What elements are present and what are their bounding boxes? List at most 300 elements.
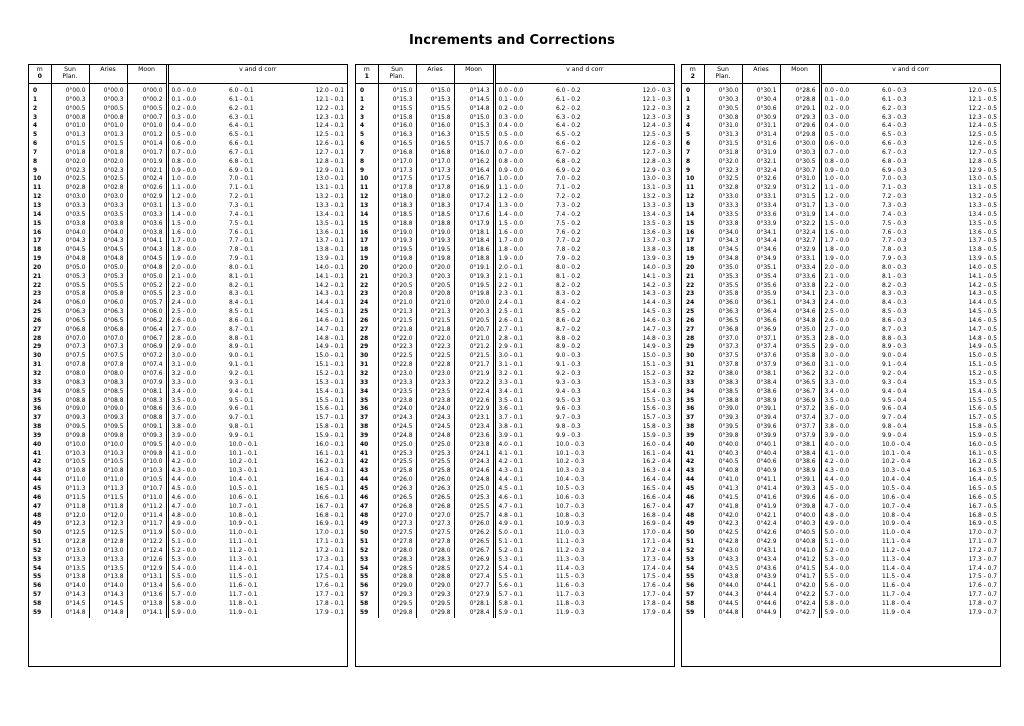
- moon-increment-cell: 0°16.4: [454, 167, 494, 176]
- moon-increment-cell: 0°36.2: [780, 370, 820, 379]
- aries-increment-cell: 0°11.3: [89, 485, 127, 494]
- seconds-cell: 25: [682, 308, 704, 317]
- aries-increment-cell: 0°26.5: [416, 494, 454, 503]
- sun-increment-cell: 0°31.3: [704, 131, 742, 140]
- seconds-cell: 10: [356, 175, 378, 184]
- seconds-cell: 21: [356, 273, 378, 282]
- v-d-correction-cell: 14.1 - 0.3: [642, 273, 671, 280]
- sun-increment-cell: 0°10.5: [51, 458, 89, 467]
- v-d-correction-cell: 11.5 - 0.1: [229, 574, 258, 581]
- seconds-cell: 34: [682, 388, 704, 397]
- moon-increment-cell: 0°28.1: [454, 600, 494, 609]
- v-d-correction-cell: 16.7 - 0.1: [315, 503, 344, 510]
- v-d-correction-cell: 10.7 - 0.1: [229, 503, 258, 510]
- v-d-correction-cell: 0.0 - 0.0: [498, 88, 524, 94]
- moon-increment-cell: 0°15.0: [454, 114, 494, 123]
- seconds-cell: 4: [356, 122, 378, 131]
- moon-increment-cell: 0°11.0: [127, 494, 167, 503]
- moon-increment-cell: 0°32.7: [780, 237, 820, 246]
- v-d-correction-cell: 1.6 - 0.0: [824, 229, 850, 236]
- v-d-correction-cell: 13.1 - 0.5: [968, 185, 997, 192]
- aries-increment-cell: 0°00.3: [89, 96, 127, 105]
- table-row: [29, 96, 347, 105]
- aries-increment-cell: 0°13.8: [89, 573, 127, 582]
- moon-increment-cell: 0°16.9: [454, 184, 494, 193]
- v-d-correction-cell: 17.2 - 0.1: [315, 547, 344, 554]
- sun-increment-cell: 0°35.0: [704, 264, 742, 273]
- v-d-correction-cell: 14.8 - 0.3: [642, 335, 671, 342]
- v-d-correction-cell: 3.1 - 0.0: [171, 362, 197, 369]
- moon-increment-cell: 0°31.0: [780, 175, 820, 184]
- v-d-correction-cell: 5.7 - 0.1: [498, 592, 524, 599]
- v-d-correction-cell: 10.8 - 0.4: [882, 512, 911, 519]
- v-d-correction-cell: 14.2 - 0.1: [315, 282, 344, 289]
- moon-increment-cell: 0°19.8: [454, 290, 494, 299]
- sun-increment-cell: 0°44.0: [704, 582, 742, 591]
- table-row: [29, 202, 347, 211]
- seconds-cell: 16: [356, 229, 378, 238]
- sun-increment-cell: 0°30.8: [704, 114, 742, 123]
- seconds-cell: 41: [29, 450, 51, 459]
- seconds-cell: 46: [356, 494, 378, 503]
- v-d-correction-cell: 16.8 - 0.4: [642, 512, 671, 519]
- v-d-correction-cell: 6.3 - 0.3: [882, 114, 907, 121]
- v-d-correction-cell: 15.9 - 0.3: [642, 432, 671, 439]
- column-header-sun: Sun Plan.: [51, 65, 89, 84]
- moon-increment-cell: 0°10.7: [127, 485, 167, 494]
- v-d-correction-cell: 11.6 - 0.1: [229, 583, 258, 590]
- sun-increment-cell: 0°10.0: [51, 441, 89, 450]
- v-d-correction-cell: 1.9 - 0.0: [498, 256, 524, 263]
- aries-increment-cell: 0°36.4: [742, 308, 780, 317]
- aries-increment-cell: 0°01.0: [89, 122, 127, 131]
- sun-increment-cell: 0°13.5: [51, 565, 89, 574]
- sun-increment-cell: 0°33.0: [704, 193, 742, 202]
- seconds-cell: 51: [682, 538, 704, 547]
- v-d-correction-cell: 9.3 - 0.1: [229, 379, 254, 386]
- moon-increment-cell: 0°07.2: [127, 352, 167, 361]
- sun-increment-cell: 0°03.3: [51, 202, 89, 211]
- seconds-cell: 11: [29, 184, 51, 193]
- v-d-correction-cell: 5.4 - 0.0: [824, 565, 850, 572]
- sun-increment-cell: 0°32.0: [704, 158, 742, 167]
- seconds-cell: 35: [356, 397, 378, 406]
- seconds-cell: 39: [29, 432, 51, 441]
- v-d-correction-cell: 12.9 - 0.5: [968, 167, 997, 174]
- table-row: [356, 565, 674, 574]
- seconds-cell: 4: [29, 122, 51, 131]
- v-d-correction-cell: 9.2 - 0.1: [229, 371, 254, 377]
- seconds-cell: 9: [29, 167, 51, 176]
- moon-increment-cell: 0°11.9: [127, 529, 167, 538]
- v-d-correction-cell: 3.4 - 0.1: [498, 388, 524, 395]
- aries-increment-cell: 0°21.8: [416, 326, 454, 335]
- table-row: [682, 193, 1000, 202]
- v-d-correction-cell: 15.9 - 0.1: [315, 432, 344, 439]
- v-d-correction-cell: 10.9 - 0.1: [229, 521, 258, 528]
- table-row: [356, 458, 674, 467]
- moon-increment-cell: 0°42.2: [780, 591, 820, 600]
- aries-increment-cell: 0°33.4: [742, 202, 780, 211]
- v-d-correction-cell: 6.2 - 0.2: [556, 105, 581, 112]
- aries-increment-cell: 0°38.6: [742, 388, 780, 397]
- v-d-correction-cell: 5.8 - 0.1: [498, 600, 524, 607]
- v-d-correction-cell: 5.6 - 0.1: [498, 583, 524, 590]
- seconds-cell: 23: [682, 290, 704, 299]
- sun-increment-cell: 0°15.3: [378, 96, 416, 105]
- v-d-correction-cell: 7.5 - 0.2: [556, 220, 581, 227]
- seconds-cell: 10: [682, 175, 704, 184]
- sun-increment-cell: 0°26.8: [378, 503, 416, 512]
- aries-increment-cell: 0°15.3: [416, 96, 454, 105]
- sun-increment-cell: 0°29.8: [378, 609, 416, 618]
- sun-increment-cell: 0°26.0: [378, 476, 416, 485]
- table-row: [29, 397, 347, 406]
- seconds-cell: 28: [29, 335, 51, 344]
- v-d-correction-cell: 13.8 - 0.1: [315, 247, 344, 254]
- sun-increment-cell: 0°02.0: [51, 158, 89, 167]
- sun-increment-cell: 0°31.5: [704, 140, 742, 149]
- v-d-correction-cell: 5.4 - 0.1: [498, 565, 524, 572]
- seconds-cell: 42: [356, 458, 378, 467]
- v-d-correction-cell: 16.1 - 0.5: [968, 450, 997, 457]
- v-d-correction-cell: 6.6 - 0.3: [882, 141, 907, 148]
- v-d-correction-cell: 10.6 - 0.3: [556, 494, 585, 501]
- aries-increment-cell: 0°11.5: [89, 494, 127, 503]
- v-d-correction-cell: 1.0 - 0.0: [171, 176, 197, 183]
- table-row: [682, 140, 1000, 149]
- v-d-correction-cell: 16.4 - 0.1: [315, 477, 344, 484]
- v-d-correction-cell: 7.3 - 0.2: [556, 202, 581, 209]
- seconds-cell: 7: [682, 149, 704, 158]
- aries-increment-cell: 0°25.8: [416, 467, 454, 476]
- seconds-cell: 8: [682, 158, 704, 167]
- seconds-cell: 29: [356, 343, 378, 352]
- v-d-correction-cell: 4.2 - 0.0: [824, 459, 850, 466]
- seconds-cell: 50: [682, 529, 704, 538]
- seconds-cell: 30: [356, 352, 378, 361]
- seconds-cell: 26: [29, 317, 51, 326]
- aries-increment-cell: 0°08.3: [89, 379, 127, 388]
- aries-increment-cell: 0°28.0: [416, 547, 454, 556]
- sun-increment-cell: 0°12.8: [51, 538, 89, 547]
- v-d-correction-cell: 15.3 - 0.1: [315, 379, 344, 386]
- sun-increment-cell: 0°17.5: [378, 175, 416, 184]
- v-d-correction-cell: 6.6 - 0.2: [556, 141, 581, 148]
- seconds-cell: 33: [356, 379, 378, 388]
- sun-increment-cell: 0°43.8: [704, 573, 742, 582]
- table-row: [29, 600, 347, 609]
- moon-increment-cell: 0°18.6: [454, 246, 494, 255]
- aries-increment-cell: 0°22.5: [416, 352, 454, 361]
- v-d-correction-cell: 13.9 - 0.5: [968, 256, 997, 263]
- v-d-correction-cell: 12.9 - 0.3: [642, 167, 671, 174]
- table-row: [682, 494, 1000, 503]
- seconds-cell: 17: [356, 237, 378, 246]
- aries-increment-cell: 0°30.6: [742, 105, 780, 114]
- table-row: [682, 582, 1000, 591]
- seconds-cell: 30: [682, 352, 704, 361]
- v-d-correction-cell: 12.8 - 0.5: [968, 158, 997, 165]
- v-d-correction-cell: 8.7 - 0.1: [229, 326, 254, 333]
- v-d-correction-cell: 8.7 - 0.3: [882, 326, 907, 333]
- seconds-cell: 15: [356, 220, 378, 229]
- sun-increment-cell: 0°33.8: [704, 220, 742, 229]
- v-d-correction-cell: 9.5 - 0.3: [556, 397, 581, 404]
- v-d-correction-cell: 7.3 - 0.3: [882, 202, 907, 209]
- seconds-cell: 19: [29, 255, 51, 264]
- seconds-cell: 53: [356, 556, 378, 565]
- aries-increment-cell: 0°24.0: [416, 405, 454, 414]
- moon-increment-cell: 0°17.9: [454, 220, 494, 229]
- moon-increment-cell: 0°35.0: [780, 326, 820, 335]
- table-row: [356, 600, 674, 609]
- table-row: [356, 167, 674, 176]
- moon-increment-cell: 0°16.0: [454, 149, 494, 158]
- v-d-correction-cell: 16.8 - 0.5: [968, 512, 997, 519]
- v-d-correction-cell: 14.3 - 0.3: [642, 291, 671, 298]
- seconds-cell: 27: [29, 326, 51, 335]
- aries-increment-cell: 0°17.3: [416, 167, 454, 176]
- v-d-correction-cell: 4.3 - 0.0: [824, 468, 850, 475]
- seconds-cell: 6: [29, 140, 51, 149]
- v-d-correction-cell: 13.3 - 0.1: [315, 202, 344, 209]
- v-d-correction-cell: 7.4 - 0.3: [882, 211, 907, 218]
- aries-increment-cell: 0°15.5: [416, 105, 454, 114]
- aries-increment-cell: 0°04.8: [89, 255, 127, 264]
- v-d-correction-cell: 10.3 - 0.3: [556, 468, 585, 475]
- aries-increment-cell: 0°18.3: [416, 202, 454, 211]
- aries-increment-cell: 0°11.8: [89, 503, 127, 512]
- seconds-cell: 40: [356, 441, 378, 450]
- v-d-correction-cell: 8.2 - 0.2: [556, 282, 581, 289]
- table-row: [356, 405, 674, 414]
- sun-increment-cell: 0°21.3: [378, 308, 416, 317]
- v-d-correction-cell: 11.0 - 0.4: [882, 530, 911, 537]
- v-d-correction-cell: 11.8 - 0.1: [229, 600, 258, 607]
- sun-increment-cell: 0°06.0: [51, 299, 89, 308]
- moon-increment-cell: 0°36.5: [780, 379, 820, 388]
- sun-increment-cell: 0°14.3: [51, 591, 89, 600]
- sun-increment-cell: 0°10.8: [51, 467, 89, 476]
- seconds-cell: 35: [682, 397, 704, 406]
- moon-increment-cell: 0°23.4: [454, 423, 494, 432]
- moon-increment-cell: 0°32.4: [780, 229, 820, 238]
- aries-increment-cell: 0°05.8: [89, 290, 127, 299]
- seconds-cell: 52: [682, 547, 704, 556]
- moon-increment-cell: 0°28.6: [780, 84, 820, 96]
- v-d-correction-cell: 15.0 - 0.1: [315, 353, 344, 360]
- moon-increment-cell: 0°10.0: [127, 458, 167, 467]
- sun-increment-cell: 0°44.8: [704, 609, 742, 618]
- table-row: [356, 282, 674, 291]
- moon-increment-cell: 0°42.7: [780, 609, 820, 618]
- moon-increment-cell: 0°04.5: [127, 255, 167, 264]
- seconds-cell: 55: [682, 573, 704, 582]
- v-d-correction-cell: 3.8 - 0.1: [498, 424, 524, 431]
- v-d-correction-cell: 5.3 - 0.1: [498, 556, 524, 563]
- sun-increment-cell: 0°42.5: [704, 529, 742, 538]
- table-row: [356, 335, 674, 344]
- v-d-correction-cell: 0.1 - 0.0: [171, 96, 197, 103]
- sun-increment-cell: 0°24.0: [378, 405, 416, 414]
- sun-increment-cell: 0°40.8: [704, 467, 742, 476]
- v-d-correction-cell: 0.7 - 0.0: [498, 149, 524, 156]
- seconds-cell: 11: [682, 184, 704, 193]
- seconds-cell: 8: [356, 158, 378, 167]
- v-d-correction-cell: 0.5 - 0.0: [498, 132, 524, 139]
- v-d-correction-cell: 15.6 - 0.3: [642, 406, 671, 413]
- v-d-correction-cell: 16.4 - 0.4: [642, 477, 671, 484]
- moon-increment-cell: 0°22.4: [454, 388, 494, 397]
- table-row: [682, 122, 1000, 131]
- v-d-correction-cell: 3.9 - 0.1: [498, 432, 524, 439]
- sun-increment-cell: 0°39.8: [704, 432, 742, 441]
- v-d-correction-cell: 2.7 - 0.1: [498, 326, 524, 333]
- v-d-correction-cell: 6.9 - 0.1: [229, 167, 254, 174]
- v-d-correction-cell: 7.4 - 0.2: [556, 211, 581, 218]
- seconds-cell: 58: [29, 600, 51, 609]
- aries-increment-cell: 0°27.0: [416, 512, 454, 521]
- v-d-correction-cell: 2.5 - 0.0: [824, 309, 850, 316]
- sun-increment-cell: 0°28.3: [378, 556, 416, 565]
- aries-increment-cell: 0°04.3: [89, 237, 127, 246]
- v-d-correction-cell: 7.2 - 0.3: [882, 194, 907, 201]
- v-d-correction-cell: 1.8 - 0.0: [824, 247, 850, 254]
- v-d-correction-cell: 13.6 - 0.5: [968, 229, 997, 236]
- sun-increment-cell: 0°16.3: [378, 131, 416, 140]
- table-row: [29, 175, 347, 184]
- aries-increment-cell: 0°33.6: [742, 211, 780, 220]
- seconds-cell: 31: [29, 361, 51, 370]
- v-d-correction-cell: 1.8 - 0.0: [171, 247, 197, 254]
- aries-increment-cell: 0°06.5: [89, 317, 127, 326]
- v-d-correction-cell: 4.3 - 0.1: [498, 468, 524, 475]
- seconds-cell: 16: [682, 229, 704, 238]
- moon-increment-cell: 0°27.9: [454, 591, 494, 600]
- sun-increment-cell: 0°30.5: [704, 105, 742, 114]
- v-d-correction-cell: 3.2 - 0.0: [824, 371, 850, 377]
- aries-increment-cell: 0°20.5: [416, 282, 454, 291]
- v-d-correction-cell: 5.6 - 0.0: [824, 583, 850, 590]
- v-d-correction-cell: 4.6 - 0.0: [171, 494, 197, 501]
- v-d-correction-cell: 13.0 - 0.3: [642, 176, 671, 183]
- v-d-correction-cell: 16.1 - 0.4: [642, 450, 671, 457]
- v-d-correction-cell: 13.9 - 0.1: [315, 256, 344, 263]
- seconds-cell: 0: [356, 84, 378, 96]
- v-d-correction-cell: 8.5 - 0.1: [229, 309, 254, 316]
- seconds-cell: 14: [682, 211, 704, 220]
- moon-increment-cell: 0°33.6: [780, 273, 820, 282]
- moon-increment-cell: 0°00.2: [127, 96, 167, 105]
- v-d-correction-cell: 3.4 - 0.0: [171, 388, 197, 395]
- moon-increment-cell: 0°12.9: [127, 565, 167, 574]
- v-d-correction-cell: 16.2 - 0.4: [642, 459, 671, 466]
- v-d-correction-cell: 0.0 - 0.0: [171, 88, 197, 94]
- sun-increment-cell: 0°00.3: [51, 96, 89, 105]
- table-row: [356, 582, 674, 591]
- v-d-correction-cell: 2.0 - 0.0: [171, 264, 197, 271]
- sun-increment-cell: 0°30.0: [704, 84, 742, 96]
- aries-increment-cell: 0°31.6: [742, 140, 780, 149]
- v-d-correction-cell: 9.8 - 0.1: [229, 424, 254, 431]
- seconds-cell: 29: [682, 343, 704, 352]
- moon-increment-cell: 0°21.5: [454, 352, 494, 361]
- v-d-correction-cell: 5.7 - 0.0: [824, 592, 850, 599]
- moon-increment-cell: 0°30.7: [780, 167, 820, 176]
- sun-increment-cell: 0°40.5: [704, 458, 742, 467]
- v-d-correction-cell: 9.5 - 0.1: [229, 397, 254, 404]
- seconds-cell: 18: [682, 246, 704, 255]
- seconds-cell: 3: [29, 114, 51, 123]
- table-row: [682, 467, 1000, 476]
- aries-increment-cell: 0°35.4: [742, 273, 780, 282]
- seconds-cell: 48: [29, 512, 51, 521]
- v-d-correction-cell: 9.7 - 0.1: [229, 415, 254, 422]
- aries-increment-cell: 0°36.1: [742, 299, 780, 308]
- v-d-correction-cell: 1.7 - 0.0: [824, 238, 850, 245]
- seconds-cell: 23: [356, 290, 378, 299]
- moon-increment-cell: 0°16.7: [454, 175, 494, 184]
- sun-increment-cell: 0°18.0: [378, 193, 416, 202]
- v-d-correction-cell: 13.4 - 0.5: [968, 211, 997, 218]
- table-row: [682, 609, 1000, 618]
- aries-increment-cell: 0°02.0: [89, 158, 127, 167]
- column-header-aries: Aries: [89, 65, 127, 84]
- v-d-correction-cell: 6.4 - 0.2: [556, 123, 581, 130]
- table-row: [356, 211, 674, 220]
- table-row: [29, 529, 347, 538]
- aries-increment-cell: 0°24.5: [416, 423, 454, 432]
- moon-increment-cell: 0°38.1: [780, 441, 820, 450]
- table-row: [29, 538, 347, 547]
- table-row: [356, 370, 674, 379]
- aries-increment-cell: 0°21.0: [416, 299, 454, 308]
- v-d-correction-cell: 6.7 - 0.3: [882, 149, 907, 156]
- v-d-correction-cell: 11.3 - 0.1: [229, 556, 258, 563]
- table-row: [29, 565, 347, 574]
- table-row: [356, 476, 674, 485]
- seconds-cell: 52: [29, 547, 51, 556]
- v-d-correction-cell: 8.3 - 0.2: [556, 291, 581, 298]
- table-row: [682, 105, 1000, 114]
- table-row: [682, 397, 1000, 406]
- aries-increment-cell: 0°17.0: [416, 158, 454, 167]
- sun-increment-cell: 0°32.5: [704, 175, 742, 184]
- v-d-correction-cell: 15.6 - 0.1: [315, 406, 344, 413]
- sun-increment-cell: 0°12.5: [51, 529, 89, 538]
- aries-increment-cell: 0°44.6: [742, 600, 780, 609]
- column-header-sun: Sun Plan.: [378, 65, 416, 84]
- v-d-correction-cell: 11.7 - 0.3: [556, 592, 585, 599]
- sun-increment-cell: 0°03.0: [51, 193, 89, 202]
- v-d-correction-cell: 17.3 - 0.4: [642, 556, 671, 563]
- v-d-correction-cell: 9.4 - 0.3: [556, 388, 581, 395]
- v-d-correction-cell: 6.7 - 0.2: [556, 149, 581, 156]
- v-d-correction-cell: 16.9 - 0.4: [642, 521, 671, 528]
- seconds-cell: 47: [356, 503, 378, 512]
- seconds-cell: 36: [682, 405, 704, 414]
- seconds-cell: 18: [356, 246, 378, 255]
- aries-increment-cell: 0°19.8: [416, 255, 454, 264]
- seconds-cell: 43: [29, 467, 51, 476]
- table-row: [682, 370, 1000, 379]
- v-d-correction-cell: 4.8 - 0.0: [171, 512, 197, 519]
- v-d-correction-cell: 1.4 - 0.0: [824, 211, 850, 218]
- moon-increment-cell: 0°26.2: [454, 529, 494, 538]
- moon-increment-cell: 0°06.2: [127, 317, 167, 326]
- aries-increment-cell: 0°25.5: [416, 458, 454, 467]
